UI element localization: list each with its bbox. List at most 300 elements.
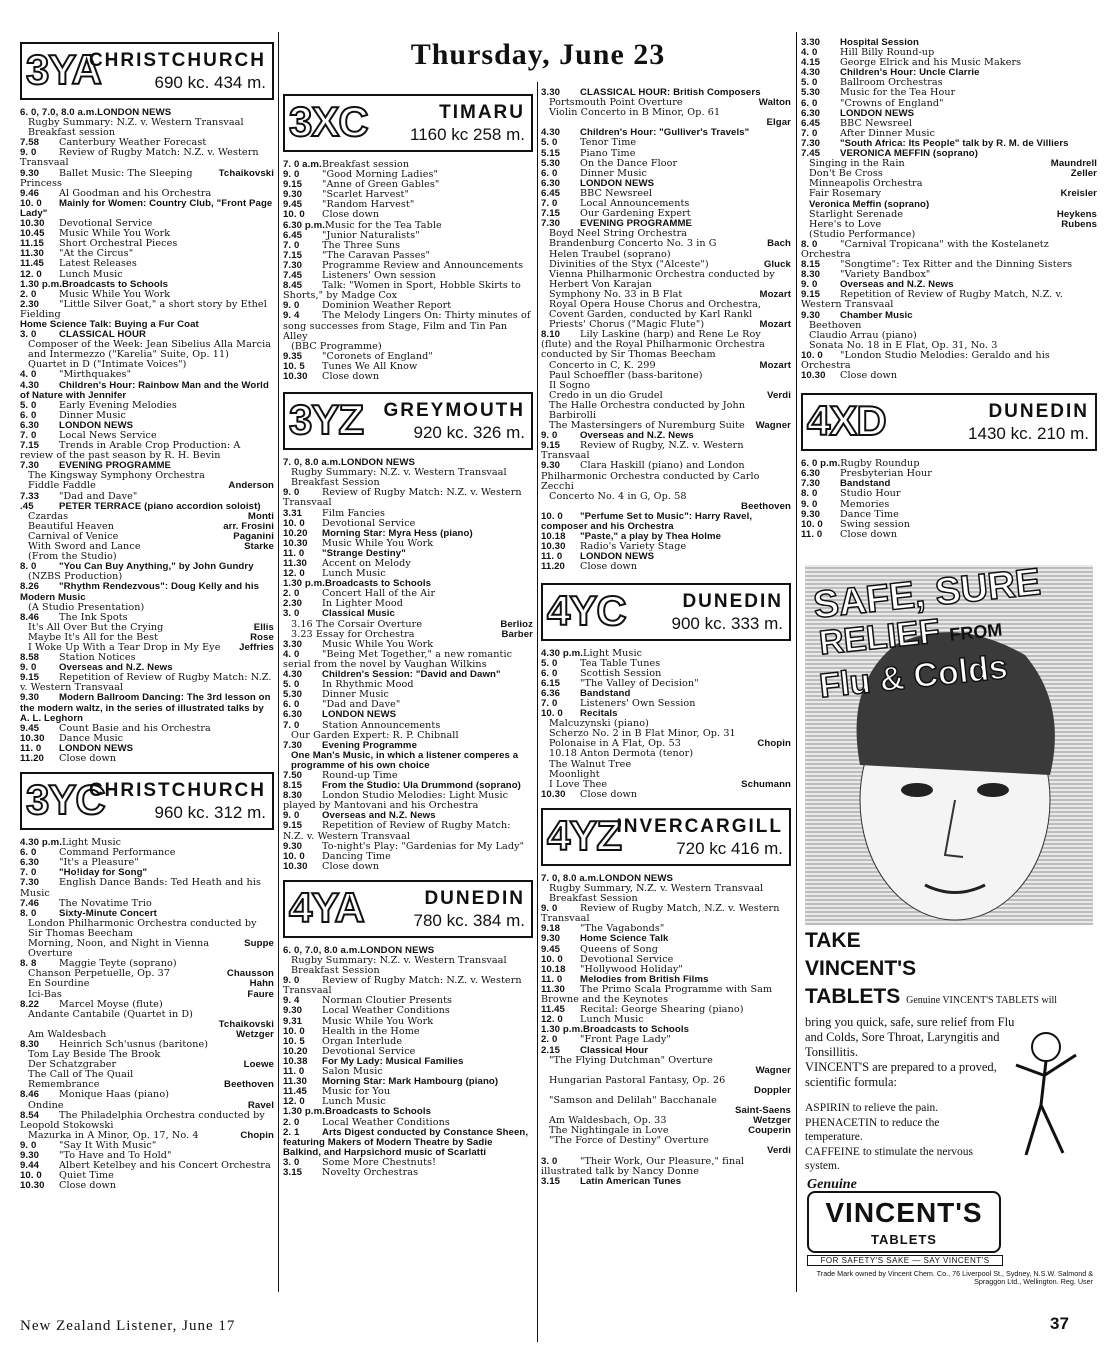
listing-entry — [541, 1015, 791, 1025]
entry-time: 3.15 — [283, 1167, 303, 1178]
entry-time: 8. 0 — [801, 489, 818, 500]
listing-entry — [20, 562, 274, 572]
listing-entry — [283, 680, 533, 690]
listing-entry — [20, 572, 274, 582]
entry-time: 11. 0 — [20, 743, 42, 754]
entry-title: "South Africa: Its People" talk by R. M. de Villiers — [840, 138, 1069, 149]
entry-time: 2. 0 — [541, 1035, 558, 1046]
entry-title: "Carnival Tropicana" with the Kostelanetz Orchestra — [801, 239, 1049, 260]
listing-entry — [801, 88, 1097, 98]
entry-title: Light Music — [582, 648, 643, 659]
entry-title: The Mastersingers of Nuremburg Suite — [549, 421, 745, 432]
listing-entry — [20, 1000, 274, 1010]
listing-entry — [541, 108, 791, 118]
entry-time: 9.30 — [20, 168, 40, 179]
entry-time: 7.15 — [20, 441, 40, 452]
entry-title: Concerto No. 4 in G, Op. 58 — [549, 491, 687, 502]
listing-entry — [801, 290, 1097, 310]
entry-title: "The Caravan Passes" — [322, 250, 431, 261]
entry-title: On the Dance Floor — [580, 158, 678, 169]
listing-entry — [541, 1066, 791, 1076]
listing-entry — [801, 189, 1097, 199]
entry-title: Hospital Session — [840, 38, 919, 48]
listing-entry — [283, 1047, 533, 1057]
entry-time: 11.45 — [541, 1005, 565, 1016]
entry-title: Overseas and N.Z. News — [322, 811, 436, 822]
listing-entry — [20, 848, 274, 858]
listing-entry — [541, 320, 791, 330]
entry-title: Review of Rugby Match, N.Z. v. Western Transvaal — [541, 904, 780, 925]
entry-composer: Doppler — [754, 1085, 791, 1096]
listing-entry — [801, 109, 1097, 119]
station-city: DUNEDIN — [682, 590, 783, 612]
entry-title: Review of Rugby, N.Z. v. Western Transvaal — [541, 441, 744, 462]
entry-composer: arr. Frosini — [223, 521, 274, 532]
listing-entry — [283, 741, 533, 751]
entry-time: 2. 0 — [283, 1117, 300, 1128]
listing-entry — [283, 781, 533, 791]
entry-title: Evening Programme — [322, 740, 417, 751]
entry-title: Lunch Music — [580, 1015, 644, 1026]
listing-entry — [541, 1106, 791, 1116]
entry-time: 9.15 — [541, 441, 561, 452]
entry-time: 9.44 — [20, 1161, 40, 1172]
listing-entry — [801, 200, 1097, 210]
entry-time: 9. 0 — [283, 976, 300, 987]
ad-relief-word: RELIEF — [817, 612, 942, 663]
listing-entry — [541, 542, 791, 552]
entry-composer: Beethoven — [224, 1080, 274, 1091]
entry-composer: Rose — [250, 632, 274, 643]
entry-title: Canterbury Weather Forecast — [59, 138, 207, 149]
entry-composer: Wagner — [755, 1065, 791, 1076]
listing-entry — [283, 1017, 533, 1027]
entry-title: Breakfast session — [28, 128, 116, 139]
entry-title: From the Studio: Ula Drummond (soprano) — [322, 781, 521, 792]
entry-title: Radio's Variety Stage — [580, 542, 687, 553]
listing-entry — [283, 842, 533, 852]
entry-title: Melodies from British Films — [580, 974, 709, 985]
entry-time: 6. 0 — [801, 98, 818, 109]
listing-entry — [541, 189, 791, 199]
entry-title: Composer of the Week: Jean Sibelius Alla Marcia and Intermezzo ("Karelia" Suite, Op. 11) — [28, 340, 272, 361]
listing-3yz — [283, 458, 533, 872]
entry-time: 3.31 — [283, 508, 303, 519]
listing-entry — [283, 579, 533, 589]
listing-entry — [541, 461, 791, 491]
listing-entry — [283, 160, 533, 170]
entry-time: 9. 0 — [283, 811, 300, 822]
entry-title: Listeners' Own Session — [580, 698, 696, 709]
entry-title: LONDON NEWS — [97, 108, 172, 118]
entry-time: 4.30 — [283, 670, 303, 681]
listing-entry — [801, 149, 1097, 159]
column-rule-1 — [278, 32, 279, 1292]
entry-title: Film Fancies — [322, 508, 386, 519]
listing-entry — [283, 620, 533, 630]
entry-time: 5. 0 — [801, 78, 818, 89]
entry-title: Local Weather Conditions — [322, 1006, 450, 1017]
listing-entry — [283, 1027, 533, 1037]
listing-entry — [801, 510, 1097, 520]
entry-title: Violin Concerto in B Minor, Op. 61 — [549, 108, 721, 119]
entry-composer: Barber — [501, 629, 533, 640]
entry-title: En Sourdine — [28, 979, 90, 990]
entry-time: 3. 0 — [283, 609, 300, 620]
entry-title: The Walnut Tree — [549, 759, 632, 770]
entry-title: Overseas and N.Z. News — [580, 431, 694, 442]
entry-title: Round-up Time — [322, 770, 398, 781]
listing-entry — [20, 1080, 274, 1090]
entry-time: 3. 0 — [541, 1156, 558, 1167]
entry-title: Norman Cloutier Presents — [322, 996, 453, 1007]
entry-time: 8. 8 — [20, 959, 37, 970]
entry-title: Morning Star: Myra Hess (piano) — [322, 528, 473, 539]
entry-time: 6.30 — [801, 108, 821, 119]
listing-entry — [283, 559, 533, 569]
listing-entry — [283, 852, 533, 862]
listing-entry — [20, 441, 274, 461]
listing-entry — [20, 1181, 274, 1191]
entry-title: "Rhythm Rendezvous": Doug Kelly and his Modern Music — [20, 582, 260, 603]
entry-title: (From the Studio) — [28, 552, 117, 563]
entry-time: 12. 0 — [20, 269, 42, 280]
entry-title: Queens of Song — [580, 944, 658, 955]
entry-time: 10.45 — [20, 229, 45, 240]
entry-title: Dance Time — [840, 509, 899, 520]
entry-title: "The Flying Dutchman" Overture — [549, 1055, 713, 1066]
entry-title: CLASSICAL HOUR: British Composers — [580, 88, 761, 98]
listing-entry — [20, 522, 274, 532]
listing-entry — [20, 128, 274, 138]
entry-title: Sixty-Minute Concert — [59, 908, 157, 919]
entry-time: 7.30 — [283, 260, 303, 271]
entry-time: 5. 0 — [283, 680, 300, 691]
entry-time: 11. 0 — [283, 548, 305, 559]
entry-title: LONDON NEWS — [580, 178, 655, 189]
listing-entry — [20, 1060, 274, 1070]
listing-entry — [20, 431, 274, 441]
column-3 — [541, 88, 791, 1187]
listing-entry — [541, 679, 791, 689]
listing-4yc — [541, 649, 791, 800]
listing-entry — [283, 811, 533, 821]
entry-time: 4.30 p.m. — [20, 838, 62, 849]
entry-time: 9.35 — [283, 351, 303, 362]
entry-title: Repetition of Review of Rugby Match, N.Z. v. Western Transvaal — [801, 290, 1064, 311]
listing-entry — [283, 721, 533, 731]
entry-time: 12. 0 — [283, 1097, 305, 1108]
entry-title: Latin American Tunes — [580, 1176, 682, 1187]
listing-entry — [541, 270, 791, 290]
entry-composer: Wetzger — [753, 1116, 791, 1127]
entry-title: Review of Rugby Match: N.Z. v. Western Transvaal — [283, 976, 522, 997]
entry-time: 11. 0 — [283, 1067, 305, 1078]
vincents-logo-brand: VINCENT'S — [825, 1197, 983, 1228]
listing-entry — [801, 311, 1097, 321]
entry-title: Al Goodman and his Orchestra — [59, 188, 212, 199]
entry-time: 11.30 — [541, 984, 565, 995]
entry-time: 6. 0, 7.0, 8.0 a.m. — [283, 945, 361, 956]
entry-time: 11.20 — [541, 562, 565, 573]
listing-entry — [20, 623, 274, 633]
listing-entry — [283, 862, 533, 872]
entry-title: Music While You Work — [322, 538, 434, 549]
entry-title: Arts Digest conducted by Constance Sheen, featuring Makers of Modern Theatre by Sadie Balkind, and Harpsichord music of Scarlatti — [283, 1127, 529, 1158]
entry-time: 4.30 — [801, 68, 821, 79]
station-city: CHRISTCHURCH — [88, 780, 266, 802]
entry-title: Our Garden Expert: R. P. Chibnall — [291, 730, 459, 741]
entry-composer: Verdi — [767, 1146, 791, 1157]
listing-entry — [283, 670, 533, 680]
entry-title: "Their Work, Our Pleasure," final illustrated talk by Nancy Donne — [541, 1156, 745, 1177]
station-header-4xd — [801, 393, 1097, 451]
entry-title: Ondine — [28, 1100, 64, 1111]
listing-entry — [283, 241, 533, 251]
entry-title: Trends in Arable Crop Production: A review of the past season by R. H. Bevin — [20, 441, 241, 462]
entry-title: Breakfast session — [322, 160, 410, 170]
entry-time: 9.30 — [20, 1151, 40, 1161]
entry-composer: Zeller — [1070, 169, 1097, 180]
entry-title: LONDON NEWS — [322, 710, 397, 721]
listing-entry — [541, 729, 791, 739]
entry-time: 9. 4 — [283, 996, 300, 1007]
listing-entry — [283, 751, 533, 771]
entry-time: 1.30 p.m. — [20, 279, 62, 290]
listing-entry — [541, 659, 791, 669]
listing-entry — [283, 650, 533, 670]
entry-title: Close down — [322, 210, 380, 221]
entry-composer: Rubens — [1061, 219, 1097, 230]
listing-entry — [283, 791, 533, 811]
listing-entry — [801, 68, 1097, 78]
entry-title: Here's to Love — [809, 219, 882, 230]
listing-entry — [541, 239, 791, 249]
entry-time: 9.46 — [20, 188, 40, 199]
entry-time: 7.15 — [541, 209, 561, 220]
entry-title: Paul Schoeffler (bass-baritone) — [549, 370, 703, 381]
ad-copy-paragraph1: bring you quick, safe, sure relief from Flu and Colds, Sore Throat, Laryngitis and Tonsillitis. — [805, 1015, 1015, 1059]
entry-title: Classical Music — [322, 609, 395, 620]
entry-title: Brandenburg Concerto No. 3 in G — [549, 239, 717, 250]
entry-time: 8.10 — [541, 330, 561, 341]
entry-time: 7.33 — [20, 491, 40, 502]
entry-title: Beethoven — [809, 320, 862, 331]
station-call: 3YZ — [289, 396, 364, 444]
listing-entry — [283, 519, 533, 529]
listing-entry — [20, 1020, 274, 1030]
ad-headline-line1: SAFE, SURE — [811, 561, 1043, 627]
entry-title: Dancing Time — [322, 851, 391, 862]
listing-entry — [283, 569, 533, 579]
listing-entry — [20, 838, 274, 848]
entry-time: 9.45 — [20, 723, 40, 734]
station-call: 3YC — [26, 776, 105, 824]
entry-title: Chamber Music — [840, 310, 913, 321]
listing-entry — [541, 98, 791, 108]
entry-time: 1.30 p.m. — [283, 579, 325, 590]
entry-time: 8.58 — [20, 653, 40, 664]
listing-entry — [801, 500, 1097, 510]
ad-tablets-word: TABLETS — [805, 985, 901, 1008]
entry-time: 9. 0 — [283, 170, 300, 181]
entry-composer: Beethoven — [741, 501, 791, 512]
entry-title: Priests' Chorus ("Magic Flute") — [549, 320, 705, 331]
entry-title: The Three Suns — [322, 240, 401, 251]
entry-time: 9.15 — [20, 673, 40, 684]
listing-entry — [801, 78, 1097, 88]
listing-entry — [20, 169, 274, 189]
listing-entry — [20, 1161, 274, 1171]
listing-entry — [801, 459, 1097, 469]
entry-title: "Dad and Dave" — [322, 700, 401, 711]
entry-time: 7.30 — [20, 461, 40, 472]
listing-entry — [541, 149, 791, 159]
listing-entry — [541, 689, 791, 699]
entry-composer: Bach — [767, 239, 791, 250]
entry-time: 9.30 — [20, 693, 40, 704]
entry-time: 8.46 — [20, 612, 40, 623]
entry-composer: Walton — [758, 98, 791, 109]
listing-entry — [541, 924, 791, 934]
entry-time: 9.18 — [541, 924, 561, 935]
listing-entry — [283, 589, 533, 599]
entry-title: Close down — [59, 754, 117, 764]
listing-3xc — [283, 160, 533, 382]
listing-entry — [20, 633, 274, 643]
entry-time: 2. 0 — [283, 589, 300, 600]
entry-time: 6. 0 p.m. — [801, 459, 841, 470]
listing-entry — [541, 649, 791, 659]
entry-title: "The Vagabonds" — [580, 924, 665, 935]
listing-entry — [541, 209, 791, 219]
station-call: 3YA — [26, 46, 101, 93]
listing-entry — [801, 38, 1097, 48]
listing-entry — [801, 479, 1097, 489]
listing-entry — [20, 512, 274, 522]
entry-time: 5. 0 — [20, 400, 37, 411]
listing-entry — [541, 492, 791, 502]
listing-entry — [541, 138, 791, 148]
listing-entry — [20, 360, 274, 370]
entry-time: 7.30 — [20, 878, 40, 889]
entry-title: "Paste," a play by Thea Holme — [580, 532, 722, 543]
entry-title: Station Notices — [59, 653, 136, 664]
entry-time: 10.18 — [541, 532, 566, 543]
entry-time: 8. 0 — [20, 562, 37, 573]
listing-entry — [541, 1025, 791, 1035]
listing-entry — [801, 129, 1097, 139]
station-frequency: 900 kc. 333 m. — [671, 613, 783, 633]
entry-time: 7. 0 — [541, 199, 558, 210]
entry-time: 10.30 — [283, 371, 308, 382]
entry-title: Fiddle Faddle — [28, 481, 96, 492]
entry-title: Music for the Tea Hour — [840, 88, 956, 99]
listing-3ya — [20, 108, 274, 764]
entry-time: 4. 0 — [801, 48, 818, 59]
entry-title: Quiet Time — [59, 1171, 114, 1182]
entry-title: Andante Cantabile (Quartet in D) — [28, 1009, 194, 1020]
entry-title: Clara Haskill (piano) and London Philharmonic Orchestra conducted by Carlo Zecchi — [541, 461, 760, 492]
listing-entry — [801, 240, 1097, 260]
entry-title: Claudio Arrau (piano) — [809, 330, 917, 341]
entry-title: The Philadelphia Orchestra conducted by Leopold Stokowski — [20, 1110, 265, 1131]
listing-entry — [20, 1151, 274, 1161]
entry-title: Breakfast Session — [291, 966, 380, 977]
station-header-3yc — [20, 772, 274, 830]
entry-time: 1.30 p.m. — [541, 1025, 583, 1036]
entry-time: 9. 0 — [20, 663, 37, 674]
entry-title: Bandstand — [580, 688, 631, 699]
entry-title: Tenor Time — [580, 138, 637, 149]
listing-entry — [283, 261, 533, 271]
listing-entry — [283, 1057, 533, 1067]
entry-title: Czardas — [28, 511, 69, 522]
listing-entry — [20, 744, 274, 754]
listing-entry — [20, 858, 274, 868]
entry-title: Rugby Summary: N.Z. v. Western Transvaal — [291, 468, 507, 479]
entry-time: 10. 0 — [20, 1171, 42, 1182]
entry-time: 10. 0 — [801, 519, 823, 530]
entry-title: Mazurka in A Minor, Op. 17, No. 4 — [28, 1130, 199, 1141]
entry-time: 7.45 — [801, 149, 821, 160]
entry-title: "Being Met Together," a new romantic serial from the novel by Vaughan Wilkins — [283, 649, 513, 670]
listing-entry — [541, 361, 791, 371]
entry-title: Quartet in D ("Intimate Voices") — [28, 360, 187, 371]
entry-title: Review of Rugby Match: N.Z. v. Western Transvaal — [20, 148, 259, 169]
entry-title: Children's Hour: "Gulliver's Travels" — [580, 128, 750, 139]
entry-time: 6. 0 — [20, 848, 37, 859]
listing-entry — [283, 1077, 533, 1087]
entry-title: Am Waldesbach — [28, 1029, 107, 1040]
ad-formula-aspirin: ASPIRIN to relieve the pain. — [805, 1102, 939, 1114]
entry-title: Hill Billy Round-up — [840, 48, 935, 59]
listing-entry — [283, 468, 533, 478]
entry-title: Singing in the Rain — [809, 159, 905, 170]
entry-title: (NZBS Production) — [28, 572, 123, 583]
listing-entry — [541, 955, 791, 965]
entry-title: With Sword and Lance — [28, 542, 141, 553]
listing-entry — [283, 200, 533, 210]
station-call: 4XD — [807, 397, 886, 445]
entry-title: Marcel Moyse (flute) — [59, 999, 163, 1010]
listing-entry — [801, 371, 1097, 381]
entry-time: 9.30 — [283, 190, 303, 201]
listing-entry — [20, 532, 274, 542]
listing-entry — [283, 372, 533, 382]
entry-title: The Melody Lingers On: Thirty minutes of song successes from Stage, Film and Tin Pan Alley — [283, 311, 531, 342]
entry-title: Music for You — [322, 1087, 391, 1098]
entry-title: Scherzo No. 2 in B Flat Minor, Op. 31 — [549, 729, 736, 740]
entry-time: 3.30 — [283, 639, 303, 650]
entry-composer: Maundrell — [1050, 159, 1097, 170]
entry-time: 8.26 — [20, 582, 40, 593]
entry-title: Concerto in C, K. 299 — [549, 360, 656, 371]
ad-genuine-script: Genuine — [807, 1177, 857, 1192]
listing-entry — [20, 259, 274, 269]
listing-entry — [20, 249, 274, 259]
listing-entry — [20, 108, 274, 118]
listing-entry — [20, 663, 274, 673]
entry-time: 8.30 — [801, 270, 821, 281]
listing-entry — [541, 290, 791, 300]
entry-title: London Philharmonic Orchestra conducted by Sir Thomas Beecham — [28, 918, 257, 939]
listing-entry — [20, 899, 274, 909]
entry-title: PETER TERRACE (piano accordion soloist) — [59, 501, 261, 512]
entry-title: (A Studio Presentation) — [28, 602, 145, 613]
entry-title: Beautiful Heaven — [28, 521, 115, 532]
entry-time: 7. 0 — [283, 720, 300, 731]
